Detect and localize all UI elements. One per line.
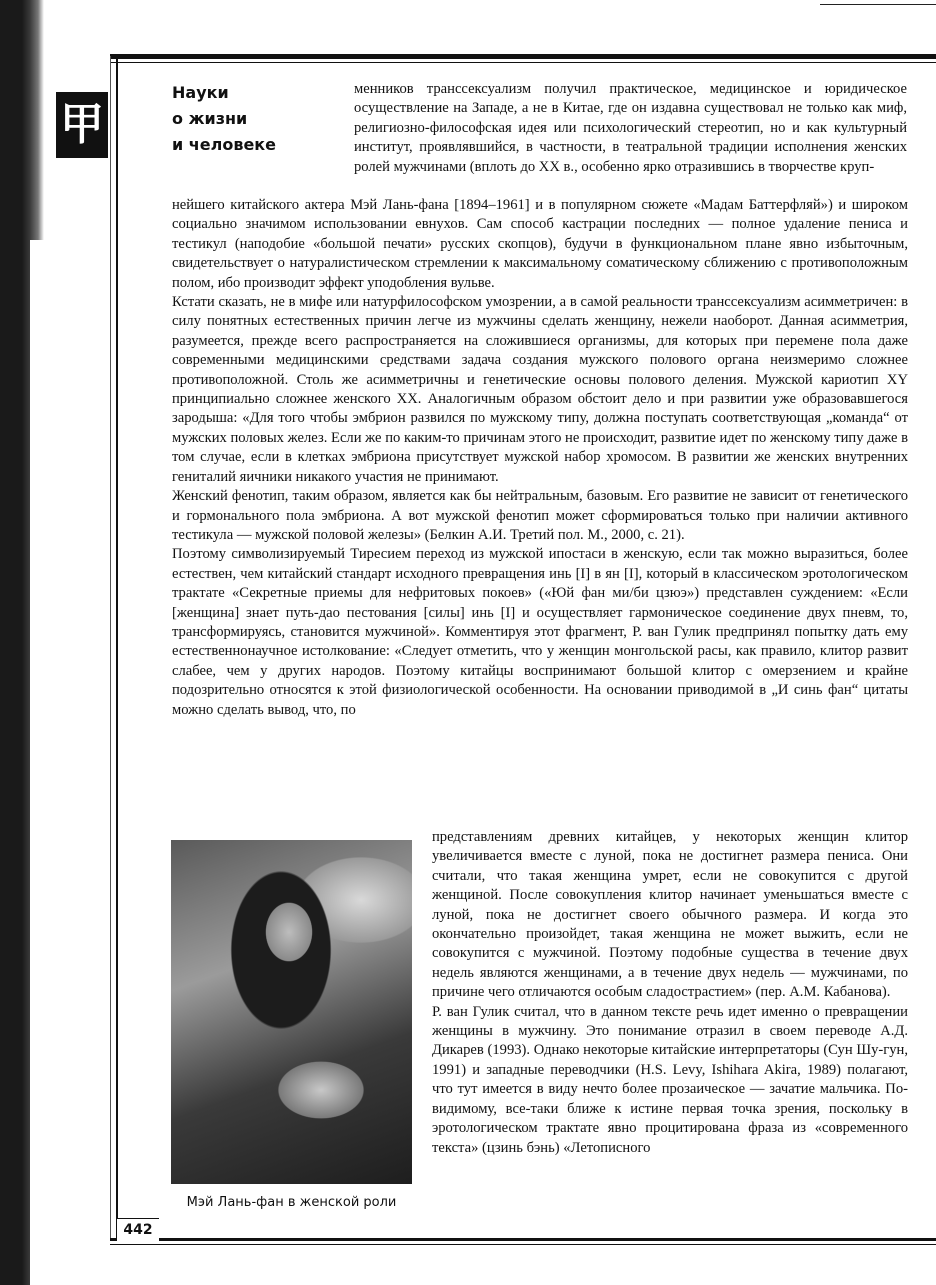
paragraph-top: менников транссексуализм получил практическое, медицинское и юридическое осуществление на Западе, а не в Китае, где он издавна существовал не только как миф, религиозно-философская идея или психологический стереотип, но и как культурный институт, проявлявшийся, в частности, в театральной традиции исполнения женских ролей мужчинами (вплоть до XX в., особенно ярко отразившись в творчестве круп- — [354, 81, 907, 175]
header-rule — [110, 54, 936, 59]
chapter-emblem-icon: 甲 — [56, 92, 108, 158]
frame-left-rule — [116, 56, 118, 1238]
section-title — [172, 80, 312, 158]
page-number: 442 — [117, 1218, 159, 1241]
frame-left-rule-thin — [110, 56, 111, 1238]
text-column-top — [354, 80, 907, 177]
top-corner-rule — [820, 4, 936, 5]
paragraph-3: Женский фенотип, таким образом, является как бы нейтральным, базовым. Его развитие не зависит от генетического и гормонального пола эмбриона. А вот мужской фенотип может сформироваться только при наличии активного тестикула — мужской половой железы» (Белкин А.И. Третий пол. М., 2000, с. 21). — [172, 488, 908, 543]
section-title-line-2: о жизни — [172, 109, 248, 128]
footer-rule-thin — [110, 1244, 936, 1245]
binding-gap — [30, 240, 44, 1285]
paragraph-1: нейшего китайского актера Мэй Лань-фана [1894–1961] и в популярном сюжете «Мадам Баттерфляй») и широком социально значимом использовании евнухов. Сам способ кастрации последних — полное удаление пениса и тестикул (наподобие «большой печати» русских скопцов), будучи в функциональном плане явно избыточным, свидетельствует о натуралистическом стремлении к максимальному соматическому сближению с противоположным полом, ибо производит эффект уподобления вульве. — [172, 197, 908, 291]
photo-caption: Мэй Лань-фан в женской роли — [186, 1195, 397, 1210]
binding-edge — [0, 0, 44, 1285]
paragraph-5: представлениям древних китайцев, у некоторых женщин клитор увеличивается вместе с луной, пока не достигнет размера пениса. Они считали, что такая женщина умрет, если не совокупится с другой женщиной. После совокупления клитор начинает уменьшаться вместе с луной, пока не достигнет своего обычного размера. И когда это окончательно произойдет, такая женщина не может выжить, если не совокупится с мужчиной. Поэтому подобные существа в течение двух недель являются женщинами, а в течение двух недель — мужчинами, по причине чего отличаются особым сладострастием» (пер. А.М. Кабанова). — [432, 829, 908, 1001]
text-column-right — [432, 828, 908, 1158]
text-column-main — [172, 196, 908, 720]
paragraph-4: Поэтому символизируемый Тиресием переход из мужской ипостаси в женскую, если так можно выразиться, более естествен, чем китайский стандарт исходного превращения инь [I] в ян [I], который в классическом эротологическом трактате «Секретные приемы для нефритовых покоев» («Юй фан ми/би цзюэ») представлен суждением: «Если [женщина] знает путь-дао пестования [силы] инь [I] и осуществляет гармоническое соединение двух пневм, то, трансформируясь, становится мужчиной». Комментируя этот фрагмент, Р. ван Гулик предпринял попытку дать ему естественнонаучное истолкование: «Следует отметить, что у женщин монгольской расы, как правило, клитор развит слабее, чем у других народов. Поэтому китайцы воспринимают большой клитор с омерзением и крайне подозрительно относятся к этой физиологической особенности. На основании приводимой в „И синь фан“ цитаты можно сделать вывод, что, по — [172, 546, 908, 718]
header-rule-thin — [110, 62, 936, 63]
section-title-line-3: и человеке — [172, 135, 277, 154]
section-title-line-1: Науки — [172, 83, 229, 102]
paragraph-6: Р. ван Гулик считал, что в данном тексте речь идет именно о превращении женщины в мужчину. Это понимание отразил в своем переводе А.Д. Дикарев (1993). Однако некоторые китайские интерпретаторы (Сун Шу-гун, 1991) и западные переводчики (H.S. Levy, Ishihara Akira, 1989) полагают, что тут имеется в виду нечто более прозаическое — зачатие мальчика. По-видимому, все-таки ближе к истине первая точка зрения, поскольку в эротологическом трактате явно процитирована фраза из «современного текста» (цзинь бэнь) «Летописного — [432, 1003, 908, 1156]
footer-rule — [110, 1238, 936, 1241]
paragraph-2: Кстати сказать, не в мифе или натурфилософском умозрении, а в самой реальности транссексуализм асимметричен: в силу понятных естественных причин легче из мужчины сделать женщину, нежели наоборот. Данная асимметрия, разумеется, прежде всего распространяется на сложившиеся организмы, для которых при перемене пола даже современными медицинскими средствами задача создания мужского полового органа неизмеримо сложнее противоположной. Столь же асимметричны и генетические основы полового деления. Мужской кариотип XY принципиально сложнее женского XX. Аналогичным образом обстоит дело и при развитии уже образовавшегося зародыша: «Для того чтобы эмбрион развился по мужскому типу, должна поступать соответствующая „команда“ от мужских половых желез. Если же по каким-то причинам этого не происходит, развитие идет по женскому типу даже в том случае, если в клетках эмбриона присутствует мужской набор хромосом. В развитии же женских внутренних гениталий яичники никакого участия не принимают. — [172, 294, 908, 485]
actor-photo — [171, 840, 412, 1184]
